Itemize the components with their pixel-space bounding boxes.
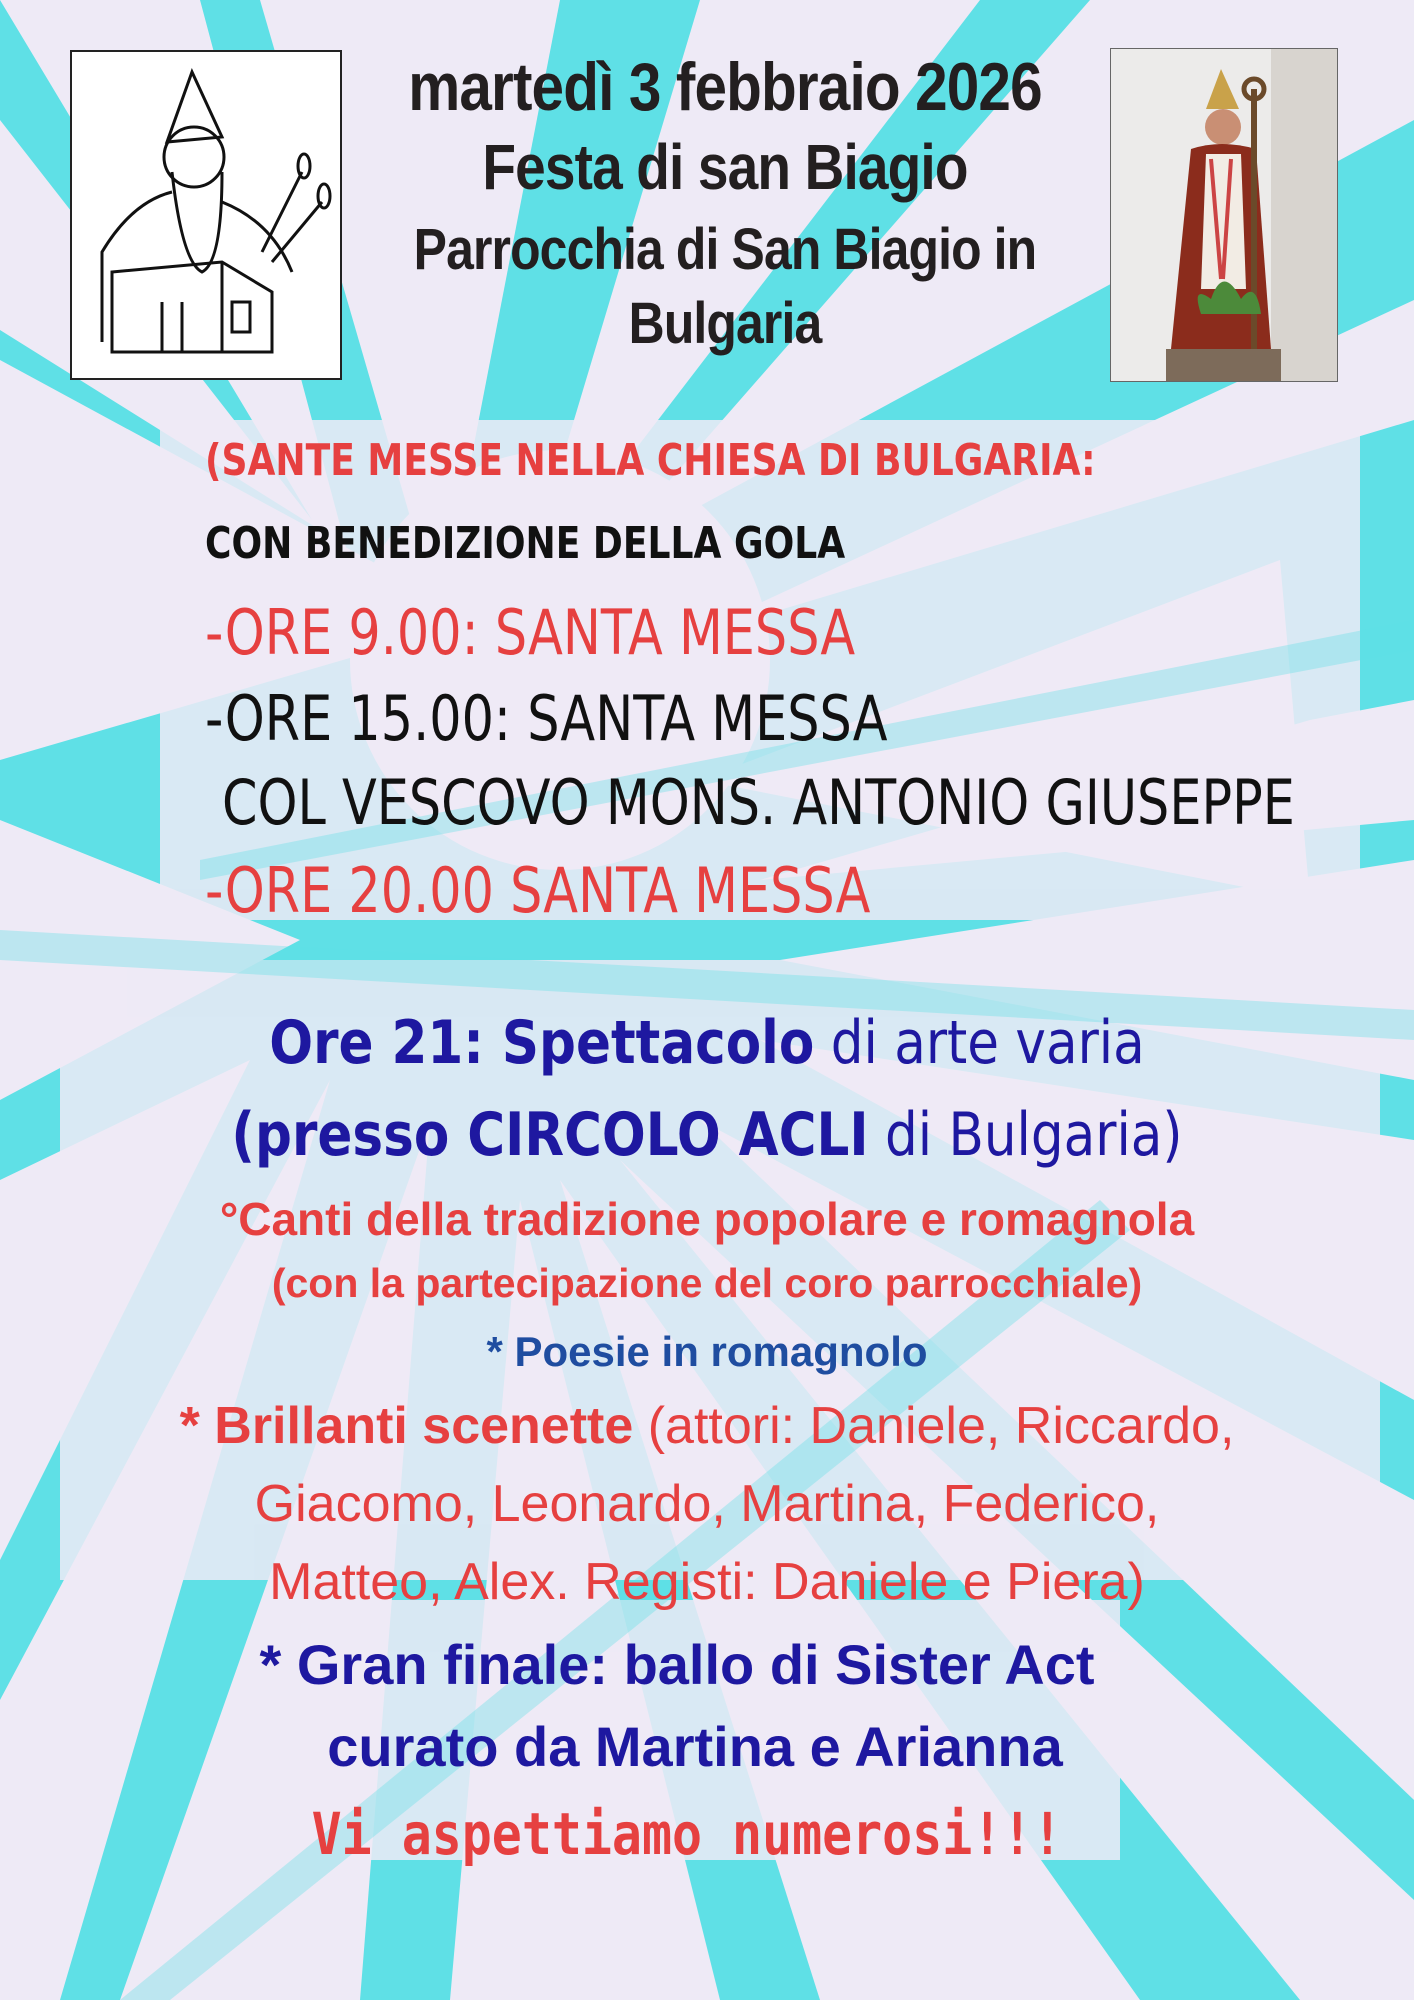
- finale-line-1: * Gran finale: ballo di Sister Act: [259, 1633, 1095, 1696]
- show-location: [99, 1100, 1315, 1170]
- poesie-bullet: *: [486, 1328, 515, 1375]
- mass-15: -ORE 15.00: SANTA MESSA: [205, 682, 888, 755]
- scenette-line-2: Giacomo, Leonardo, Martina, Federico,: [254, 1475, 1160, 1533]
- scenette-line-3: Matteo, Alex. Registi: Daniele e Piera): [269, 1553, 1145, 1611]
- closing-message: Vi aspettiamo numerosi!!!: [311, 1800, 1063, 1868]
- finale-line-2: curato da Martina e Arianna: [327, 1715, 1063, 1778]
- masses-subheading: CON BENEDIZIONE DELLA GOLA: [205, 518, 846, 569]
- poesie-line: [0, 1328, 1414, 1376]
- location-prefix: (presso: [231, 1100, 468, 1170]
- event-title: Festa di san Biagio: [482, 131, 968, 203]
- parish-line-2: Bulgaria: [628, 291, 822, 356]
- poesie-text: Poesie in romagnolo: [514, 1328, 928, 1375]
- location-suffix: di Bulgaria): [868, 1100, 1183, 1170]
- canti-line-2: (con la partecipazione del coro parrocchiale): [271, 1260, 1143, 1306]
- saint-sketch-icon: [72, 52, 340, 378]
- mass-15-note: COL VESCOVO MONS. ANTONIO GIUSEPPE: [222, 766, 1295, 839]
- show-title: [99, 1008, 1315, 1078]
- san-biagio-drawing: [70, 50, 342, 380]
- mass-20: -ORE 20.00 SANTA MESSA: [205, 854, 871, 927]
- mass-9: -ORE 9.00: SANTA MESSA: [205, 596, 856, 669]
- parish-name: [385, 213, 1064, 361]
- parish-line-1: Parrocchia di San Biagio in: [413, 217, 1037, 282]
- show-title-main: Ore 21: Spettacolo: [269, 1008, 815, 1078]
- canti-line-1: °Canti della tradizione popolare e romagnola: [219, 1193, 1195, 1245]
- statue-icon: [1111, 49, 1337, 381]
- masses-heading: (SANTE MESSE NELLA CHIESA DI BULGARIA:: [205, 435, 1096, 486]
- location-venue: CIRCOLO ACLI: [467, 1100, 869, 1170]
- san-biagio-statue-photo: [1110, 48, 1338, 382]
- show-title-rest: di arte varia: [814, 1008, 1145, 1078]
- scenette-actors-1: (attori: Daniele, Riccardo,: [633, 1397, 1235, 1455]
- scenette-bold: * Brillanti scenette: [179, 1397, 634, 1455]
- event-date: martedì 3 febbraio 2026: [408, 49, 1042, 125]
- scenette-line-1: [0, 1396, 1414, 1456]
